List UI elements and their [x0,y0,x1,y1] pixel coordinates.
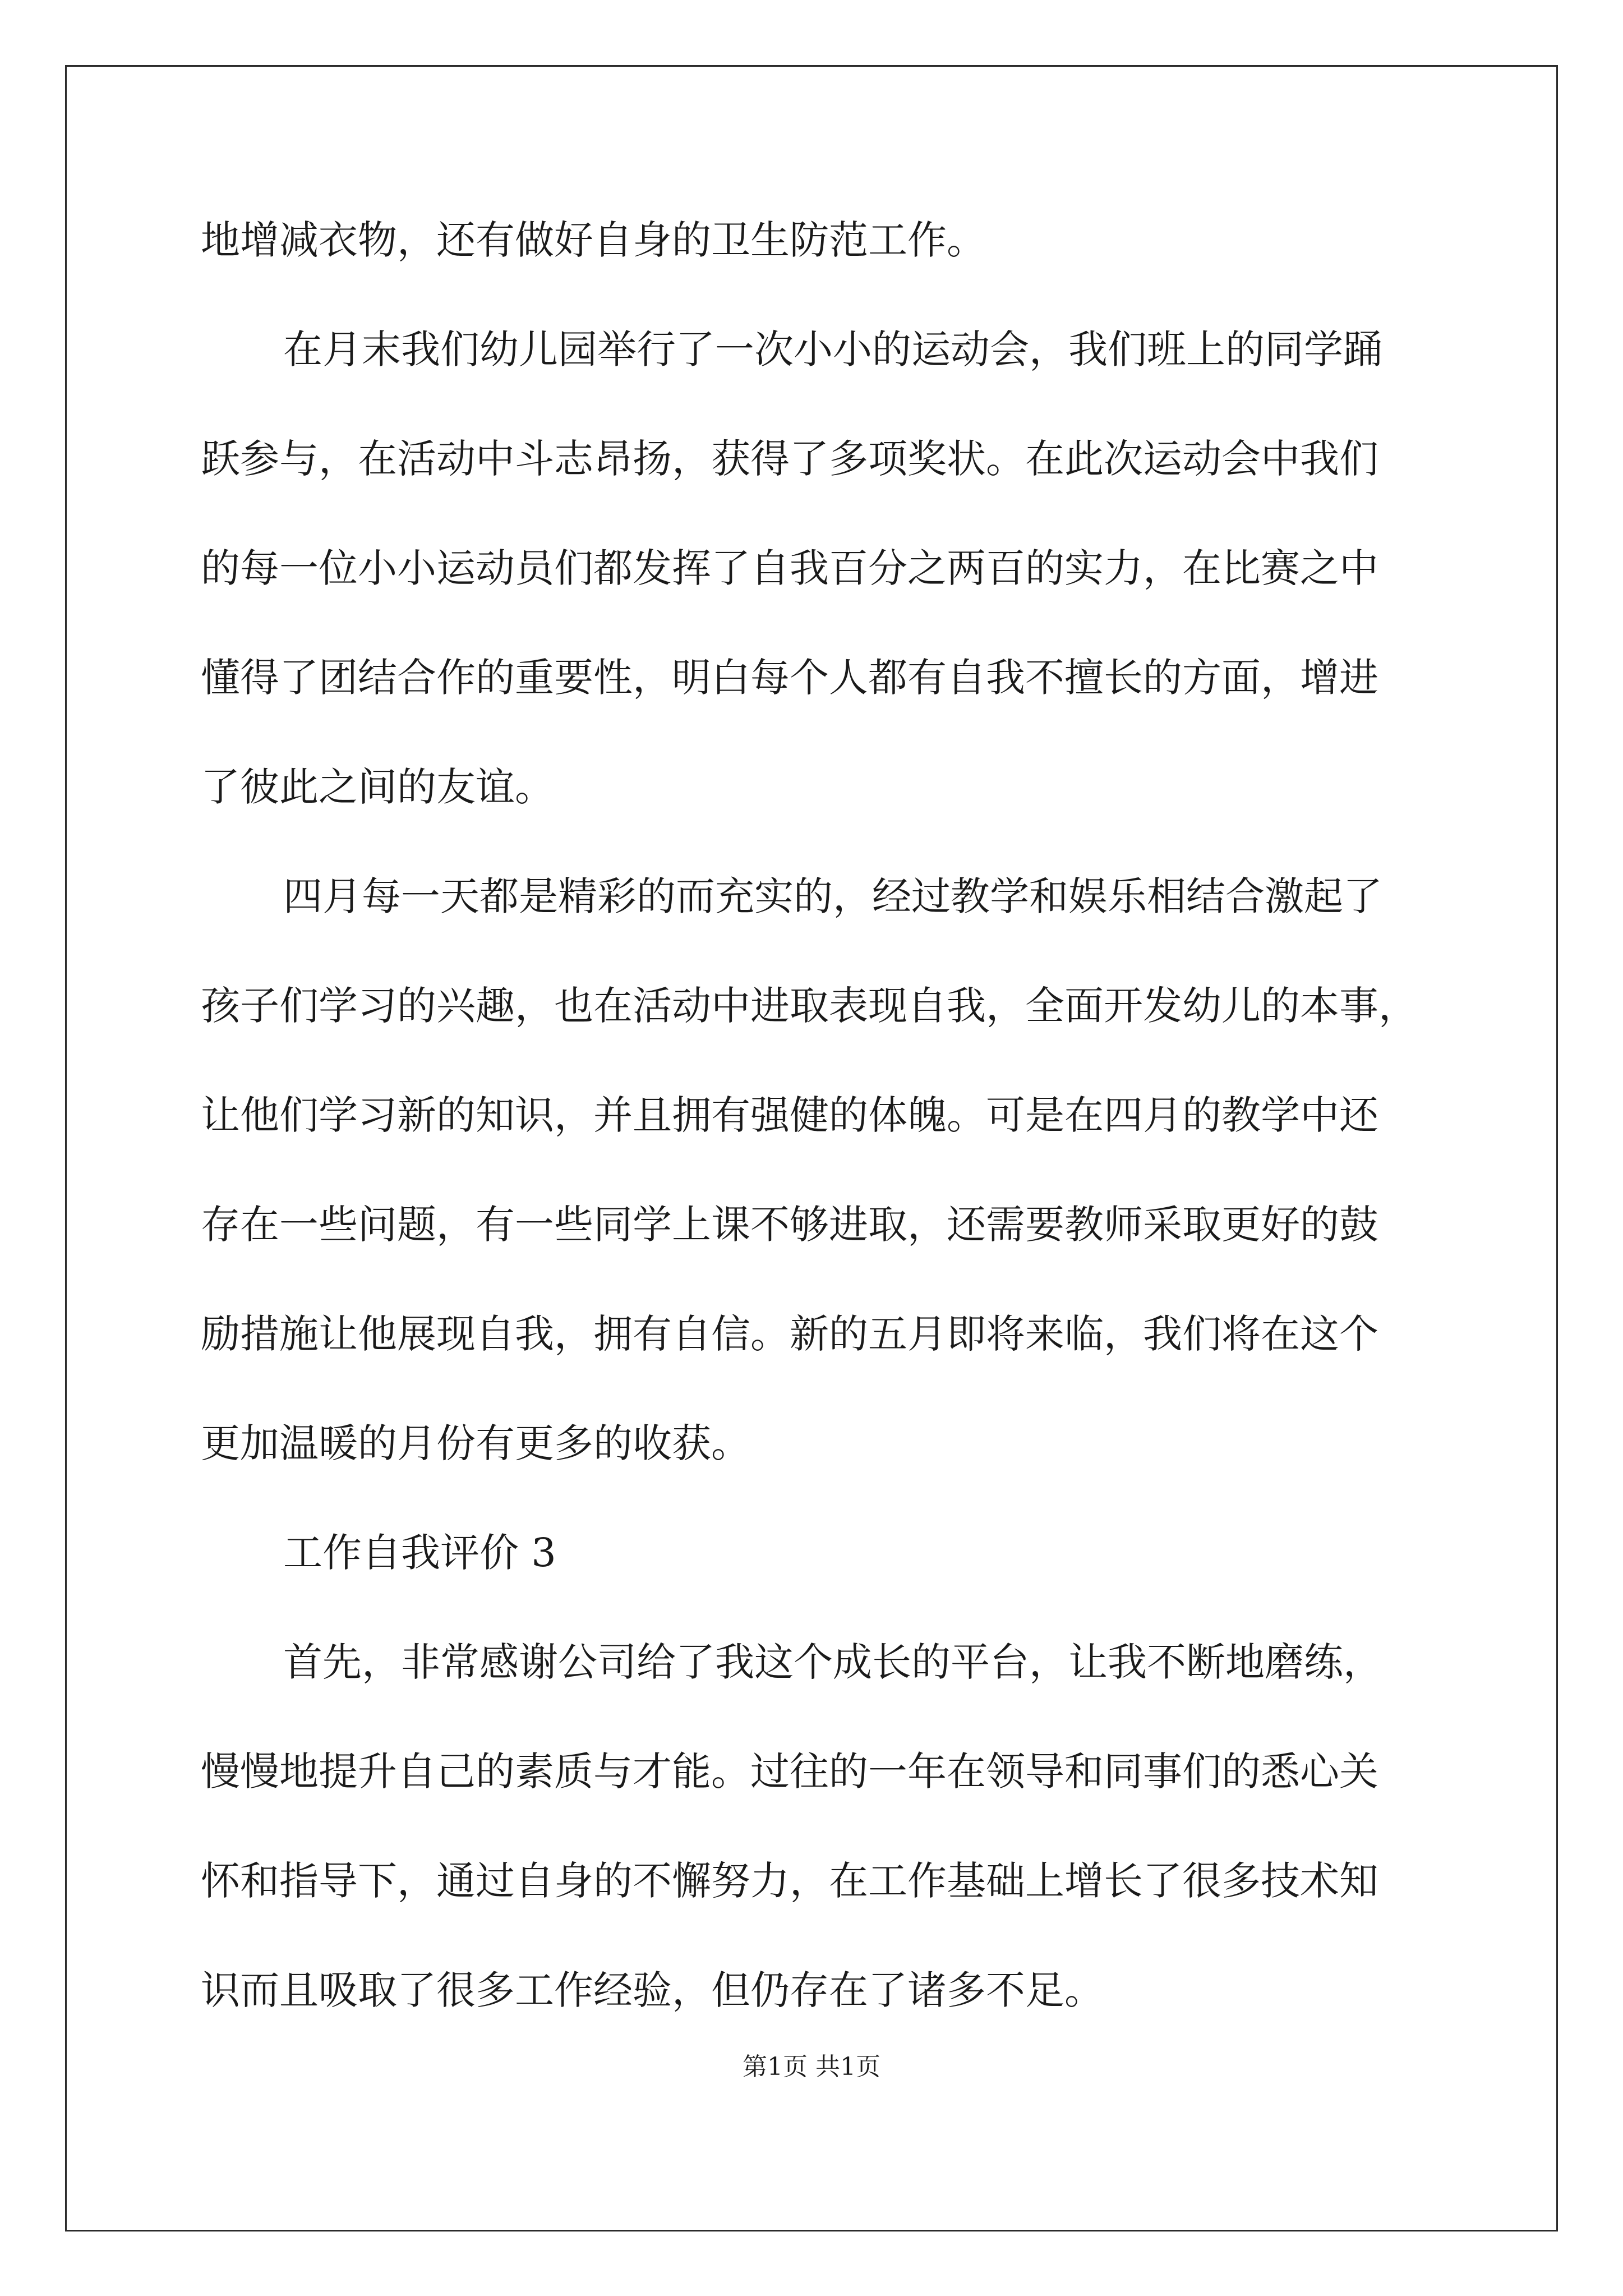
paragraph-first-line: 首先，非常感谢公司给了我这个成长的平台，让我不断地磨练， [283,1639,1382,1685]
text-line: 存在一些问题，有一些同学上课不够进取，还需要教师采取更好的鼓 [201,1202,1378,1248]
text-line: 的每一位小小运动员们都发挥了自我百分之两百的实力，在比赛之中 [201,545,1378,591]
text-line: 跃参与，在活动中斗志昂扬，获得了多项奖状。在此次运动会中我们 [201,436,1378,482]
text-line: 更加温暖的月份有更多的收获。 [201,1420,750,1466]
text-line: 孩子们学习的兴趣，也在活动中进取表现自我，全面开发幼儿的本事， [201,983,1418,1029]
text-line: 让他们学习新的知识，并且拥有强健的体魄。可是在四月的教学中还 [201,1092,1378,1138]
paragraph-first-line: 四月每一天都是精彩的而充实的，经过教学和娱乐相结合激起了 [283,873,1382,919]
page-footer: 第1页 共1页 [743,2053,880,2081]
text-line: 了彼此之间的友谊。 [201,764,554,810]
text-line: 地增减衣物，还有做好自身的卫生防范工作。 [201,217,986,263]
text-line: 慢慢地提升自己的素质与才能。过往的一年在领导和同事们的悉心关 [201,1749,1378,1795]
section-heading: 工作自我评价 3 [283,1530,556,1576]
text-line: 怀和指导下，通过自身的不懈努力，在工作基础上增长了很多技术知 [201,1858,1378,1904]
text-line: 励措施让他展现自我，拥有自信。新的五月即将来临，我们将在这个 [201,1311,1378,1357]
text-line: 识而且吸取了很多工作经验，但仍存在了诸多不足。 [201,1967,1104,2013]
text-line: 懂得了团结合作的重要性，明白每个人都有自我不擅长的方面，增进 [201,655,1378,701]
paragraph-first-line: 在月末我们幼儿园举行了一次小小的运动会，我们班上的同学踊 [283,326,1382,372]
